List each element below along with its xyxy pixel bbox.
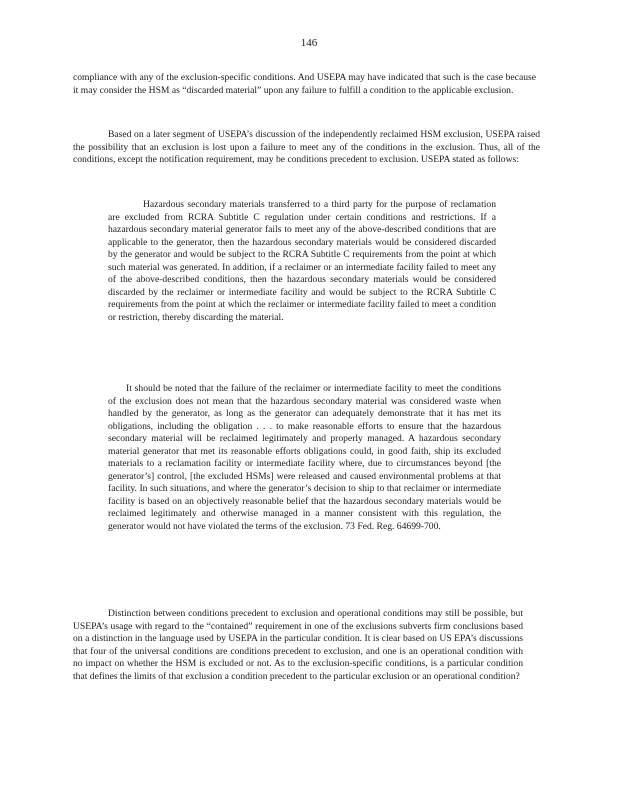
paragraph-continuation: compliance with any of the exclusion-specific conditions. And USEPA may have indicated that such is the case because it may consider the HSM as “discarded material” upon any failure to fulfill a condition to the applicable exclusion.: [73, 72, 536, 96]
block-quote-transfer: Hazardous secondary materials transferred to a third party for the purpose of reclamation are excluded from RCRA Subtitle C regulation under certain conditions and restrictions. If a hazardous secondary material generator fails to meet any of the above-described conditions that are applicable to the generator, then the hazardous secondary materials would be considered discarded by the generator and would be subject to the RCRA Subtitle C requirements from the point at which such material was generated. In addition, if a reclaimer or an intermediate facility failed to meet any of the above-described conditions, then the hazardous secondary materials would be considered discarded by the reclaimer or intermediate facility and would be subject to the RCRA Subtitle C requirements from the point at which the reclaimer or intermediate facility failed to meet a condition or restriction, thereby discarding the material.: [108, 199, 496, 323]
paragraph-distinction: Distinction between conditions precedent to exclusion and operational conditions may still be possible, but USEPA’s usage with regard to the “contained” requirement in one of the exclusions subverts firm conclusions based on a distinction in the language used by USEPA in the particular condition. It is clear based on US EPA’s discussions that four of the universal conditions are conditions precedent to exclusion, and one is an operational condition with no impact on whether the HSM is excluded or not. As to the exclusion-specific conditions, is a particular condition that defines the limits of that exclusion a condition precedent to the particular exclusion or an operational condition?: [73, 608, 523, 682]
block-quote-failure: It should be noted that the failure of the reclaimer or intermediate facility to meet the conditions of the exclusion does not mean that the hazardous secondary material was considered waste when handled by the generator, as long as the generator can adequately demonstrate that it has met its obligations, including the obligation . . . to make reasonable efforts to ensure that the hazardous secondary material will be reclaimed legitimately and properly managed. A hazardous secondary material generator that met its reasonable efforts obligations could, in good faith, ship its excluded materials to a reclamation facility or intermediate facility where, due to circumstances beyond [the generator’s] control, [the excluded HSMs] were released and caused environmental problems at that facility. In such situations, and where the generator’s decision to ship to that reclaimer or intermediate facility is based on an objectively reasonable belief that the hazardous secondary materials would be reclaimed legitimately and otherwise managed in a manner consistent with this regulation, the generator would not have violated the terms of the exclusion. 73 Fed. Reg. 64699-700.: [108, 383, 501, 532]
paragraph-usepa-discussion: Based on a later segment of USEPA’s discussion of the independently reclaimed HSM exclusion, USEPA raised the possibility that an exclusion is lost upon a failure to meet any of the conditions in the exclusion. Thus, all of the conditions, except the notification requirement, may be conditions precedent to exclusion. USEPA stated as follows:: [73, 129, 540, 165]
page-number: 146: [300, 37, 318, 49]
